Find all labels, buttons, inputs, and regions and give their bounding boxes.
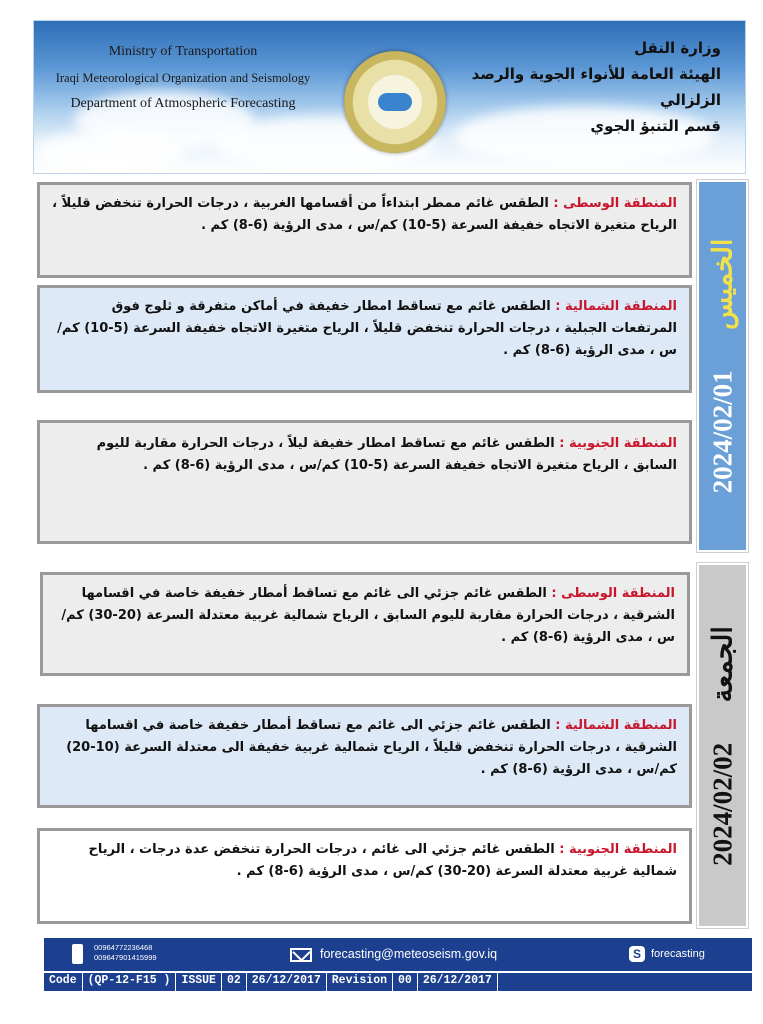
day2-weekday: الجمعة	[707, 625, 737, 702]
organization-name-en: Iraqi Meteorological Organization and Seismology	[55, 71, 311, 85]
day1-weekday: الخميس	[707, 238, 737, 330]
header-english	[48, 39, 318, 117]
issue-value: 02	[222, 973, 247, 991]
issue-label: ISSUE	[176, 973, 222, 991]
day1-south-forecast	[37, 420, 692, 544]
region-label: المنطقة الوسطى :	[553, 196, 677, 211]
revision-label: Revision	[327, 973, 393, 991]
page-header	[33, 20, 746, 174]
revision-value: 00	[393, 973, 418, 991]
forecast-text: الطقس غائم مع تساقط امطار خفيفة في أماكن متفرقة و ثلوج فوق المرتفعات الجبلية ، درجات الحرارة تنخفض قليلاً ، الرياح متغيرة الاتجاه خفيفة السرعة (5-10) كم/س ، مدى الرؤية (6-8) كم .	[57, 299, 677, 358]
phone-numbers	[94, 943, 157, 963]
region-label: المنطقة الشمالية :	[555, 299, 677, 314]
day2-central-forecast	[40, 572, 690, 676]
day1-north-forecast	[37, 285, 692, 393]
region-label: المنطقة الشمالية :	[555, 718, 677, 733]
skype-handle[interactable]: forecasting	[651, 948, 705, 960]
document-code-bar	[44, 971, 752, 991]
forecast-text: الطقس غائم ممطر ابتداءاً من أقسامها الغربية ، درجات الحرارة تنخفض قليلاً ، الرياح متغيرة الاتجاه خفيفة السرعة (5-10) كم/س ، مدى الرؤية (6-8) كم .	[52, 196, 677, 233]
contact-email[interactable]: forecasting@meteoseism.gov.iq	[320, 947, 498, 961]
day2-north-forecast	[37, 704, 692, 808]
day2-date-bar	[697, 563, 748, 928]
issue-date: 26/12/2017	[247, 973, 327, 991]
day1-date-bar	[697, 180, 748, 552]
day1-central-forecast	[37, 182, 692, 278]
revision-date: 26/12/2017	[418, 973, 498, 991]
ministry-name-en: Ministry of Transportation	[108, 44, 258, 59]
region-label: المنطقة الوسطى :	[551, 586, 675, 601]
region-label: المنطقة الجنوبية :	[559, 842, 677, 857]
day2-south-forecast	[37, 828, 692, 924]
day2-date: 2024/02/02	[707, 742, 737, 866]
phone-icon	[72, 944, 83, 964]
forecast-text: الطقس غائم جزئي الى غائم مع تساقط أمطار خفيفة خاصة في اقسامها الشرقية ، درجات الحرارة تنخفض قليلاً ، الرياح شمالية غربية خفيفة الى معتدلة السرعة (10-20) كم/س ، مدى الرؤية (6-8) كم .	[66, 718, 677, 777]
department-name-ar: قسم التنبؤ الجوي	[590, 117, 721, 135]
forecast-text: الطقس غائم جزئي الى غائم ، درجات الحرارة تنخفض عدة درجات ، الرياح شمالية غربية معتدلة السرعة (20-30) كم/س ، مدى الرؤية (6-8) كم .	[88, 842, 677, 879]
code-value: (QP-12-F15 )	[83, 973, 177, 991]
organization-name-ar: الهيئة العامة للأنواء الجوية والرصد الزلزالي	[471, 65, 721, 109]
phone-number-2: 009647901415999	[94, 953, 157, 962]
phone-number-1: 009647722364​68	[94, 943, 153, 952]
cloud-icon	[378, 93, 412, 111]
ministry-name-ar: وزارة النقل	[634, 39, 721, 57]
mail-icon	[290, 948, 312, 962]
skype-icon: S	[629, 946, 645, 962]
region-label: المنطقة الجنوبية :	[559, 436, 677, 451]
contact-bar	[44, 938, 752, 971]
header-arabic	[461, 35, 721, 139]
organization-logo	[344, 51, 446, 153]
page-footer	[44, 938, 752, 989]
department-name-en: Department of Atmospheric Forecasting	[70, 96, 296, 111]
forecast-text: الطقس غائم جزئي الى غائم مع تساقط أمطار خفيفة خاصة في اقسامها الشرقية ، درجات الحرارة مقاربة لليوم السابق ، الرياح شمالية غربية معتدلة السرعة (20-30) كم/س ، مدى الرؤية (6-8) كم .	[61, 586, 675, 645]
code-label: Code	[44, 973, 83, 991]
forecast-text: الطقس غائم مع تساقط امطار خفيفة ليلاً ، درجات الحرارة مقاربة لليوم السابق ، الرياح متغيرة الاتجاه خفيفة السرعة (5-10) كم/س ، مدى الرؤية (6-8) كم .	[96, 436, 677, 473]
day1-date: 2024/02/01	[707, 370, 737, 494]
